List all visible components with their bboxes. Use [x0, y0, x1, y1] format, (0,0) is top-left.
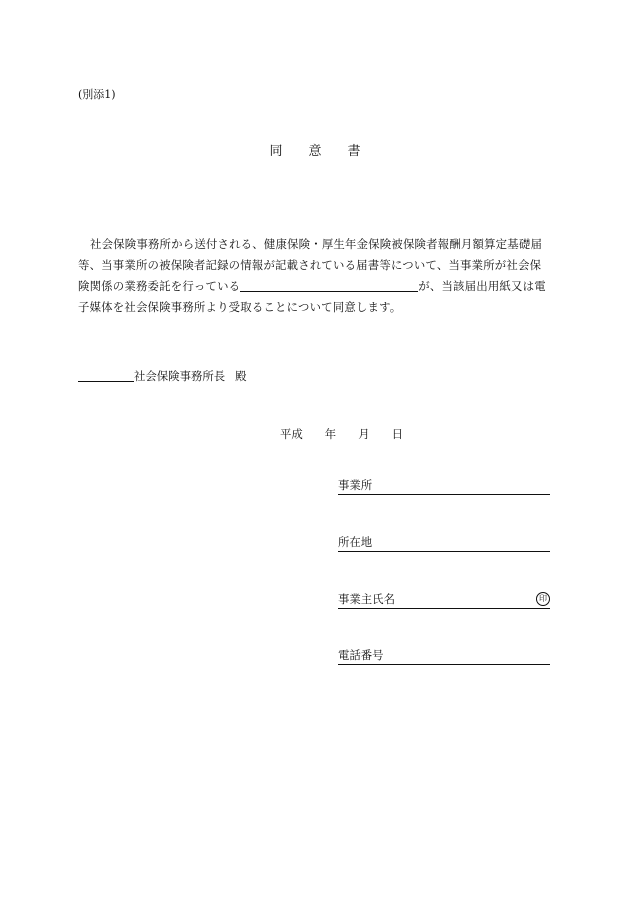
date-day: 日: [391, 427, 404, 441]
office-field[interactable]: [338, 478, 550, 495]
addressee-honorific: 殿: [235, 369, 247, 383]
date-year: 年: [324, 427, 337, 441]
phone-label: 電話番号: [338, 648, 384, 662]
body-line-3-after: が、当該届出用紙又は電: [418, 279, 546, 293]
phone-field[interactable]: [338, 648, 550, 665]
attachment-label: (別添1): [78, 88, 116, 101]
address-field[interactable]: [338, 535, 550, 552]
consent-body-text: [78, 234, 552, 318]
address-label: 所在地: [338, 535, 373, 549]
office-label: 事業所: [338, 478, 373, 492]
body-line-1: [78, 234, 552, 255]
owner-name-label: 事業主氏名: [338, 592, 395, 606]
body-line-4: 子媒体を社会保険事務所より受取ることについて同意します。: [78, 300, 402, 314]
document-title: 同意書: [269, 144, 387, 159]
contractor-name-blank[interactable]: [240, 278, 418, 292]
office-name-blank[interactable]: [78, 368, 134, 382]
body-line-2: 等、当事業所の被保険者記録の情報が記載されている届書等について、当事業所が社会保: [78, 258, 542, 272]
owner-name-field[interactable]: [338, 592, 550, 609]
date-month: 月: [358, 427, 370, 441]
date-era: 平成: [280, 427, 303, 441]
body-line-3: [78, 276, 552, 297]
addressee-suffix: 社会保険事務所長: [134, 369, 226, 383]
body-line-1-text: 社会保険事務所から送付される、健康保険・厚生年金保険被保険者報酬月額算定基礎届: [90, 237, 543, 251]
seal-icon: 印: [536, 592, 550, 606]
body-line-3-before: 険関係の業務委託を行っている: [78, 279, 241, 293]
date-line: [280, 426, 403, 442]
addressee: [78, 368, 247, 384]
